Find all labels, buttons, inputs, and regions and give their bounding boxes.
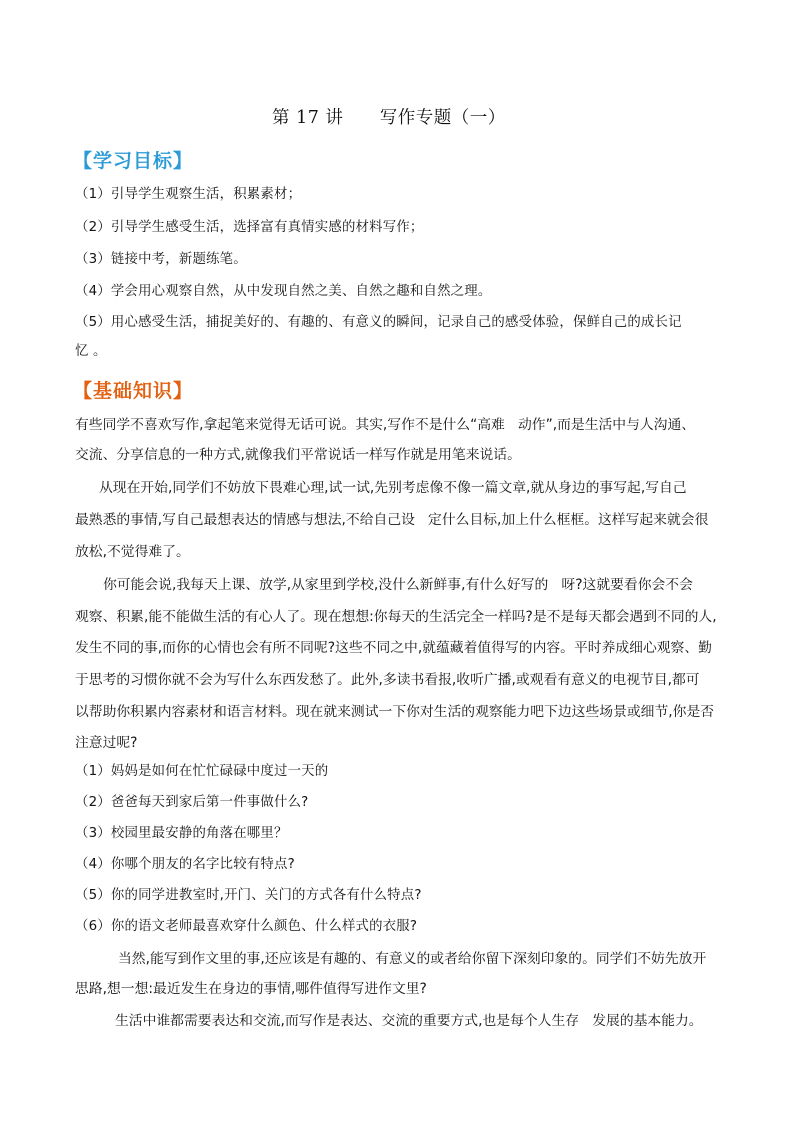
goal-item: （2）引导学生感受生活，选择富有真情实感的材料写作； <box>75 220 424 235</box>
basic-knowledge-heading: 【基础知识】 <box>73 380 194 402</box>
closing-line: 生活中谁都需要表达和交流,而写作是表达、交流的重要方式,也是每个人生存 发展的基本能力。 <box>115 1013 703 1029</box>
question-item: （3）校园里最安静的角落在哪里？ <box>75 826 288 841</box>
body-line: 你可能会说,我每天上课、放学,从家里到学校,没什么新鲜事,有什么好写的 呀?这就要看你会不会 <box>103 577 693 593</box>
learning-goals-heading: 【学习目标】 <box>73 150 194 172</box>
body-line: 从现在开始,同学们不妨放下畏难心理,试一试,先别考虑像不像一篇文章,就从身边的事写起,写自己 <box>99 480 687 496</box>
question-item: （2）爸爸每天到家后第一件事做什么? <box>75 795 309 810</box>
goal-item: （1）引导学生观察生活，积累素材； <box>75 187 302 202</box>
question-item: （6）你的语文老师最喜欢穿什么颜色、什么样式的衣服? <box>75 919 418 934</box>
question-item: （5）你的同学进教室时,开门、关门的方式各有什么特点? <box>75 888 422 903</box>
body-line: 于思考的习惯你就不会为写什么东西发愁了。此外,多读书看报,收听广播,或观看有意义的电视节目,都可 <box>75 672 700 688</box>
goal-item: （5）用心感受生活，捕捉美好的、有趣的、有意义的瞬间，记录自己的感受体验，保鲜自己的成长记 <box>75 315 682 330</box>
body-line: 发生不同的事,而你的心情也会有所不同呢?这些不同之中,就蕴藏着值得写的内容。平时养成细心观察、勤 <box>75 640 712 656</box>
body-line: 交流、分享信息的一种方式,就像我们平常说话一样写作就是用笔来说话。 <box>75 447 521 463</box>
question-item: （4）你哪个朋友的名字比较有特点? <box>75 857 295 872</box>
body-line: 注意过呢? <box>75 735 138 751</box>
body-line: 以帮助你积累内容素材和语言材料。现在就来测试一下你对生活的观察能力吧下边这些场景或细节,你是否 <box>75 704 715 720</box>
closing-line: 思路,想一想:最近发生在身边的事情,哪件值得写进作文里? <box>75 981 427 997</box>
goal-item: 忆 。 <box>75 344 107 359</box>
closing-line: 当然,能写到作文里的事,还应该是有趣的、有意义的或者给你留下深刻印象的。同学们不妨先放开 <box>118 951 707 967</box>
body-line: 放松,不觉得难了。 <box>75 544 190 560</box>
question-item: （1）妈妈是如何在忙忙碌碌中度过一天的 <box>75 764 329 779</box>
goal-item: （4）学会用心观察自然，从中发现自然之美、自然之趣和自然之理。 <box>75 284 492 299</box>
body-line: 有些同学不喜欢写作,拿起笔来觉得无话可说。其实,写作不是什么“高难 动作”,而是生活中与人沟通、 <box>75 417 696 433</box>
goal-item: （3）链接中考，新题练笔。 <box>75 252 247 267</box>
body-line: 观察、积累,能不能做生活的有心人了。现在想想:你每天的生活完全一样吗?是不是每天都会遇到不同的人, <box>75 609 717 625</box>
body-line: 最熟悉的事情,写自己最想表达的情感与想法,不给自己设 定什么目标,加上什么框框。这样写起来就会很 <box>75 512 709 528</box>
page-title: 第 17 讲 写作专题（一） <box>272 108 506 128</box>
